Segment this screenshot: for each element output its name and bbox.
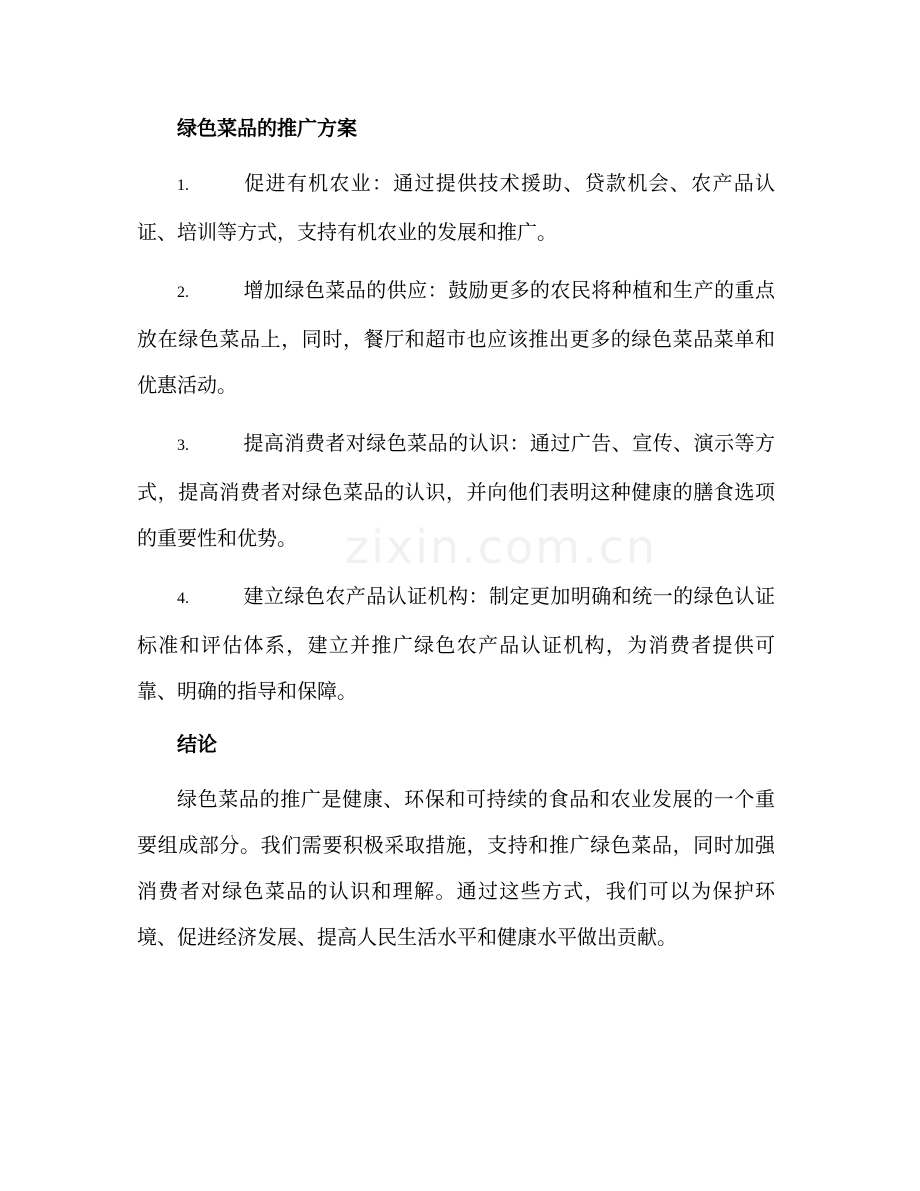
list-item-text: 增加绿色菜品的供应：鼓励更多的农民将种植和生产的重点放在绿色菜品上，同时，餐厅和超市也应该推出更多的绿色菜品菜单和优惠活动。 [137, 278, 775, 397]
list-item-number: 2. [177, 284, 189, 301]
document-content [137, 110, 775, 960]
list-item [137, 267, 775, 408]
list-item [137, 160, 775, 255]
list-item-text: 提高消费者对绿色菜品的认识：通过广告、宣传、演示等方式，提高消费者对绿色菜品的认识，并向他们表明这种健康的膳食选项的重要性和优势。 [137, 431, 775, 550]
section-heading-conclusion: 结论 [177, 732, 217, 756]
conclusion-paragraph: 绿色菜品的推广是健康、环保和可持续的食品和农业发展的一个重要组成部分。我们需要积极采取措施，支持和推广绿色菜品，同时加强消费者对绿色菜品的认识和理解。通过这些方式，我们可以为保护环境、促进经济发展、提高人民生活水平和健康水平做出贡献。 [137, 787, 775, 949]
list-item-number: 3. [177, 437, 189, 454]
list-item-number: 4. [177, 590, 189, 607]
list-item-text: 促进有机农业：通过提供技术援助、贷款机会、农产品认证、培训等方式，支持有机农业的发展和推广。 [137, 171, 775, 244]
list-item-number: 1. [177, 177, 189, 194]
list-item [137, 420, 775, 561]
watermark: zixin.com.cn [345, 520, 658, 574]
section-heading-promotion: 绿色菜品的推广方案 [177, 116, 357, 140]
list-item [137, 573, 775, 714]
list-item-text: 建立绿色农产品认证机构：制定更加明确和统一的绿色认证标准和评估体系，建立并推广绿色农产品认证机构，为消费者提供可靠、明确的指导和保障。 [137, 584, 775, 703]
